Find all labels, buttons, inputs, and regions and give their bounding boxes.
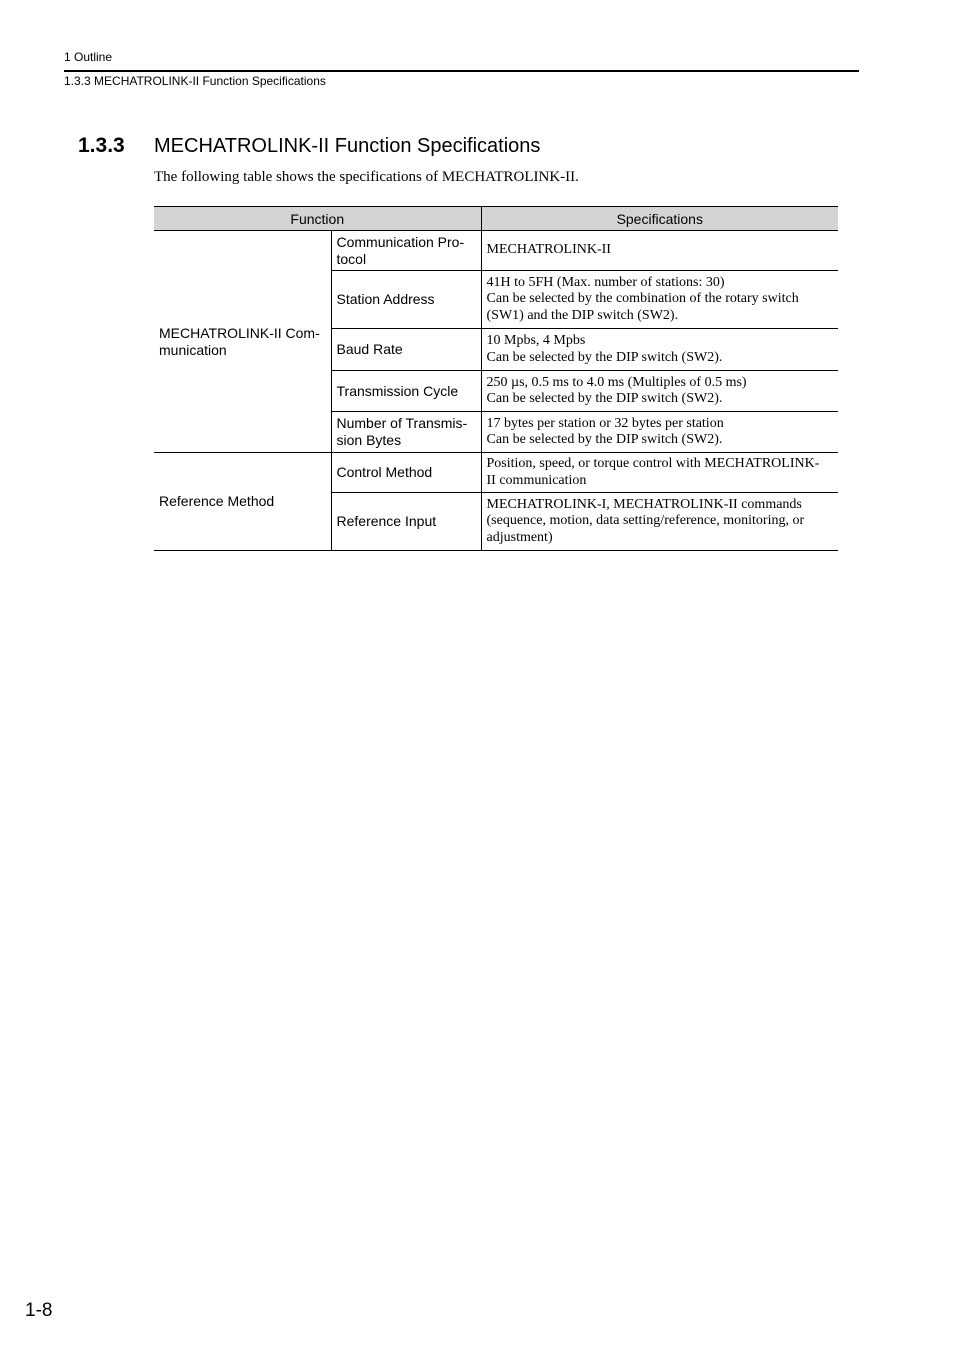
specification-line: Can be selected by the DIP switch (SW2). (486, 349, 723, 365)
specification-line: Position, speed, or torque control with MECHATROLINK- (486, 456, 820, 471)
function-group-label: MECHATROLINK-II Com- munication (154, 231, 331, 453)
specification-line: 17 bytes per station or 32 bytes per station (486, 415, 724, 431)
function-item-label: Communication Pro- tocol (331, 231, 481, 271)
specification-cell (481, 329, 838, 371)
section-title: MECHATROLINK-II Function Specifications (154, 135, 541, 157)
function-item-label: Control Method (331, 453, 481, 493)
function-column-header: Function (154, 207, 481, 231)
specification-line: MECHATROLINK-II (486, 242, 611, 258)
section-number: 1.3.3 (78, 134, 125, 157)
specification-line: 41H to 5FH (Max. number of stations: 30) (486, 274, 725, 290)
function-item-label: Station Address (331, 271, 481, 329)
specification-cell (481, 493, 838, 551)
function-item-label: Number of Transmis- sion Bytes (331, 412, 481, 453)
table-row (154, 453, 838, 493)
intro-paragraph: The following table shows the specifications of MECHATROLINK-II. (154, 169, 579, 185)
specification-line: 250 µs, 0.5 ms to 4.0 ms (Multiples of 0.5 ms) (486, 374, 747, 390)
header-rule (64, 70, 859, 72)
specification-cell (481, 271, 838, 329)
specification-line: (sequence, motion, data setting/reference, monitoring, or (486, 513, 805, 529)
specification-line: Can be selected by the DIP switch (SW2). (486, 391, 723, 406)
specification-line: adjustment) (486, 529, 553, 545)
table-row (154, 231, 838, 271)
specification-cell (481, 371, 838, 412)
specification-line: Can be selected by the DIP switch (SW2). (486, 432, 723, 447)
specifications-table (154, 206, 838, 551)
specification-line: 10 Mpbs, 4 Mpbs (486, 333, 586, 348)
specification-cell (481, 412, 838, 453)
specifications-column-header: Specifications (481, 207, 838, 231)
specification-line: MECHATROLINK-I, MECHATROLINK-II commands (486, 496, 802, 512)
section-heading (78, 134, 540, 158)
table-header-row (154, 207, 838, 231)
specification-cell (481, 453, 838, 493)
running-header-chapter: 1 Outline (64, 50, 113, 64)
running-header-section: 1.3.3 MECHATROLINK-II Function Specifications (64, 74, 326, 88)
specification-line: II communication (486, 472, 587, 488)
page-number: 1-8 (25, 1300, 53, 1321)
specification-cell (481, 231, 838, 271)
function-group-label: Reference Method (154, 453, 331, 551)
function-item-label: Baud Rate (331, 329, 481, 371)
specification-line: (SW1) and the DIP switch (SW2). (486, 307, 679, 323)
function-item-label: Transmission Cycle (331, 371, 481, 412)
function-item-label: Reference Input (331, 493, 481, 551)
specification-line: Can be selected by the combination of the rotary switch (486, 291, 799, 307)
